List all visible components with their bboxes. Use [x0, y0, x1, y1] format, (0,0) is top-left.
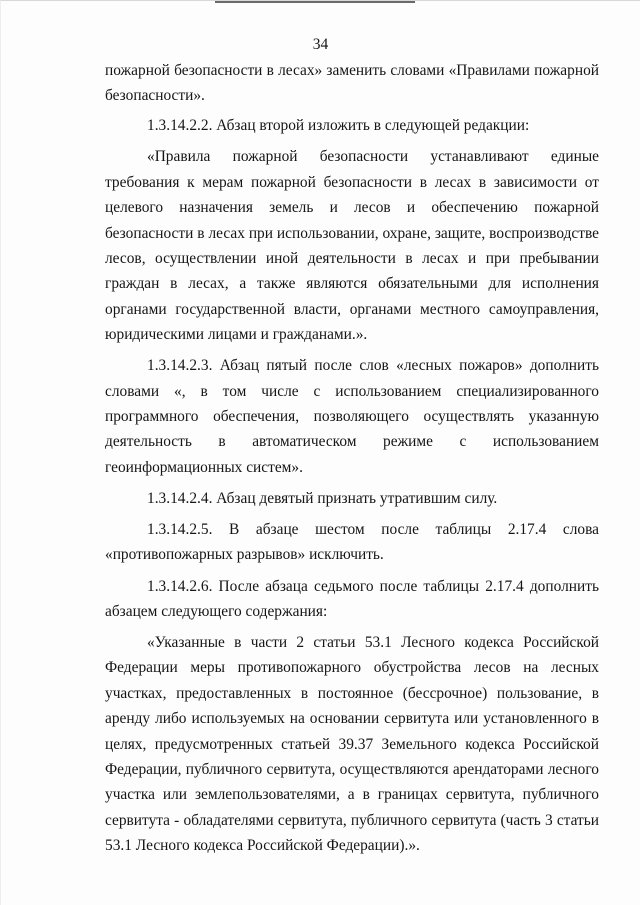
paragraph-item-1-3-14-2-6: 1.3.14.2.6. После абзаца седьмого после таблицы 2.17.4 дополнить абзацем следующего содержания:: [105, 577, 599, 620]
paragraph-quote-fire-rules: «Правила пожарной безопасности устанавливают единые требования к мерам пожарной безопасности в лесах в зависимости от целевого назначения земель и лесов и обеспечению пожарной безопасности в лесах при использовании, охране, защите, воспроизводстве лесов, осуществлении иной деятельности в лесах и при пребывании граждан в лесах, а также являются обязательными для исполнения органами государственной власти, органами местного самоуправления, юридическими лицами и гражданами.».: [105, 148, 599, 344]
scan-edge-mark: [215, 1, 415, 3]
paragraph-item-1-3-14-2-4: 1.3.14.2.4. Абзац девятый признать утратившим силу.: [147, 489, 498, 507]
paragraph-item-1-3-14-2-3: 1.3.14.2.3. Абзац пятый после слов «лесных пожаров» дополнить словами «, в том числе с использованием специализированного программного обеспечения, позволяющего осуществлять указанную деятельность в автоматическом режиме с использованием геоинформационных систем».: [105, 357, 599, 476]
paragraph-item-1-3-14-2-5: 1.3.14.2.5. В абзаце шестом после таблицы 2.17.4 слова «противопожарных разрывов» исключить.: [105, 520, 599, 564]
page-number: 34: [312, 36, 329, 53]
paragraph-item-1-3-14-2-2: 1.3.14.2.2. Абзац второй изложить в следующей редакции:: [147, 117, 530, 135]
paragraph-continuation: пожарной безопасности в лесах» заменить словами «Правилами пожарной безопасности».: [105, 62, 599, 105]
paragraph-quote-forest-code: «Указанные в части 2 статьи 53.1 Лесного кодекса Российской Федерации меры противопожарного обустройства лесов на лесных участках, предоставленных в постоянное (бессрочное) пользование, в аренду либо используемых на основании сервитута или установленного в целях, предусмотренных статьей 39.37 Земельного кодекса Российской Федерации, публичного сервитута, осуществляются арендаторами лесного участка или землепользователями, а в границах сервитута, публичного сервитута - обладателями сервитута, публичного сервитута (часть 3 статьи 53.1 Лесного кодекса Российской Федерации).».: [105, 633, 599, 855]
document-body: [105, 58, 599, 859]
